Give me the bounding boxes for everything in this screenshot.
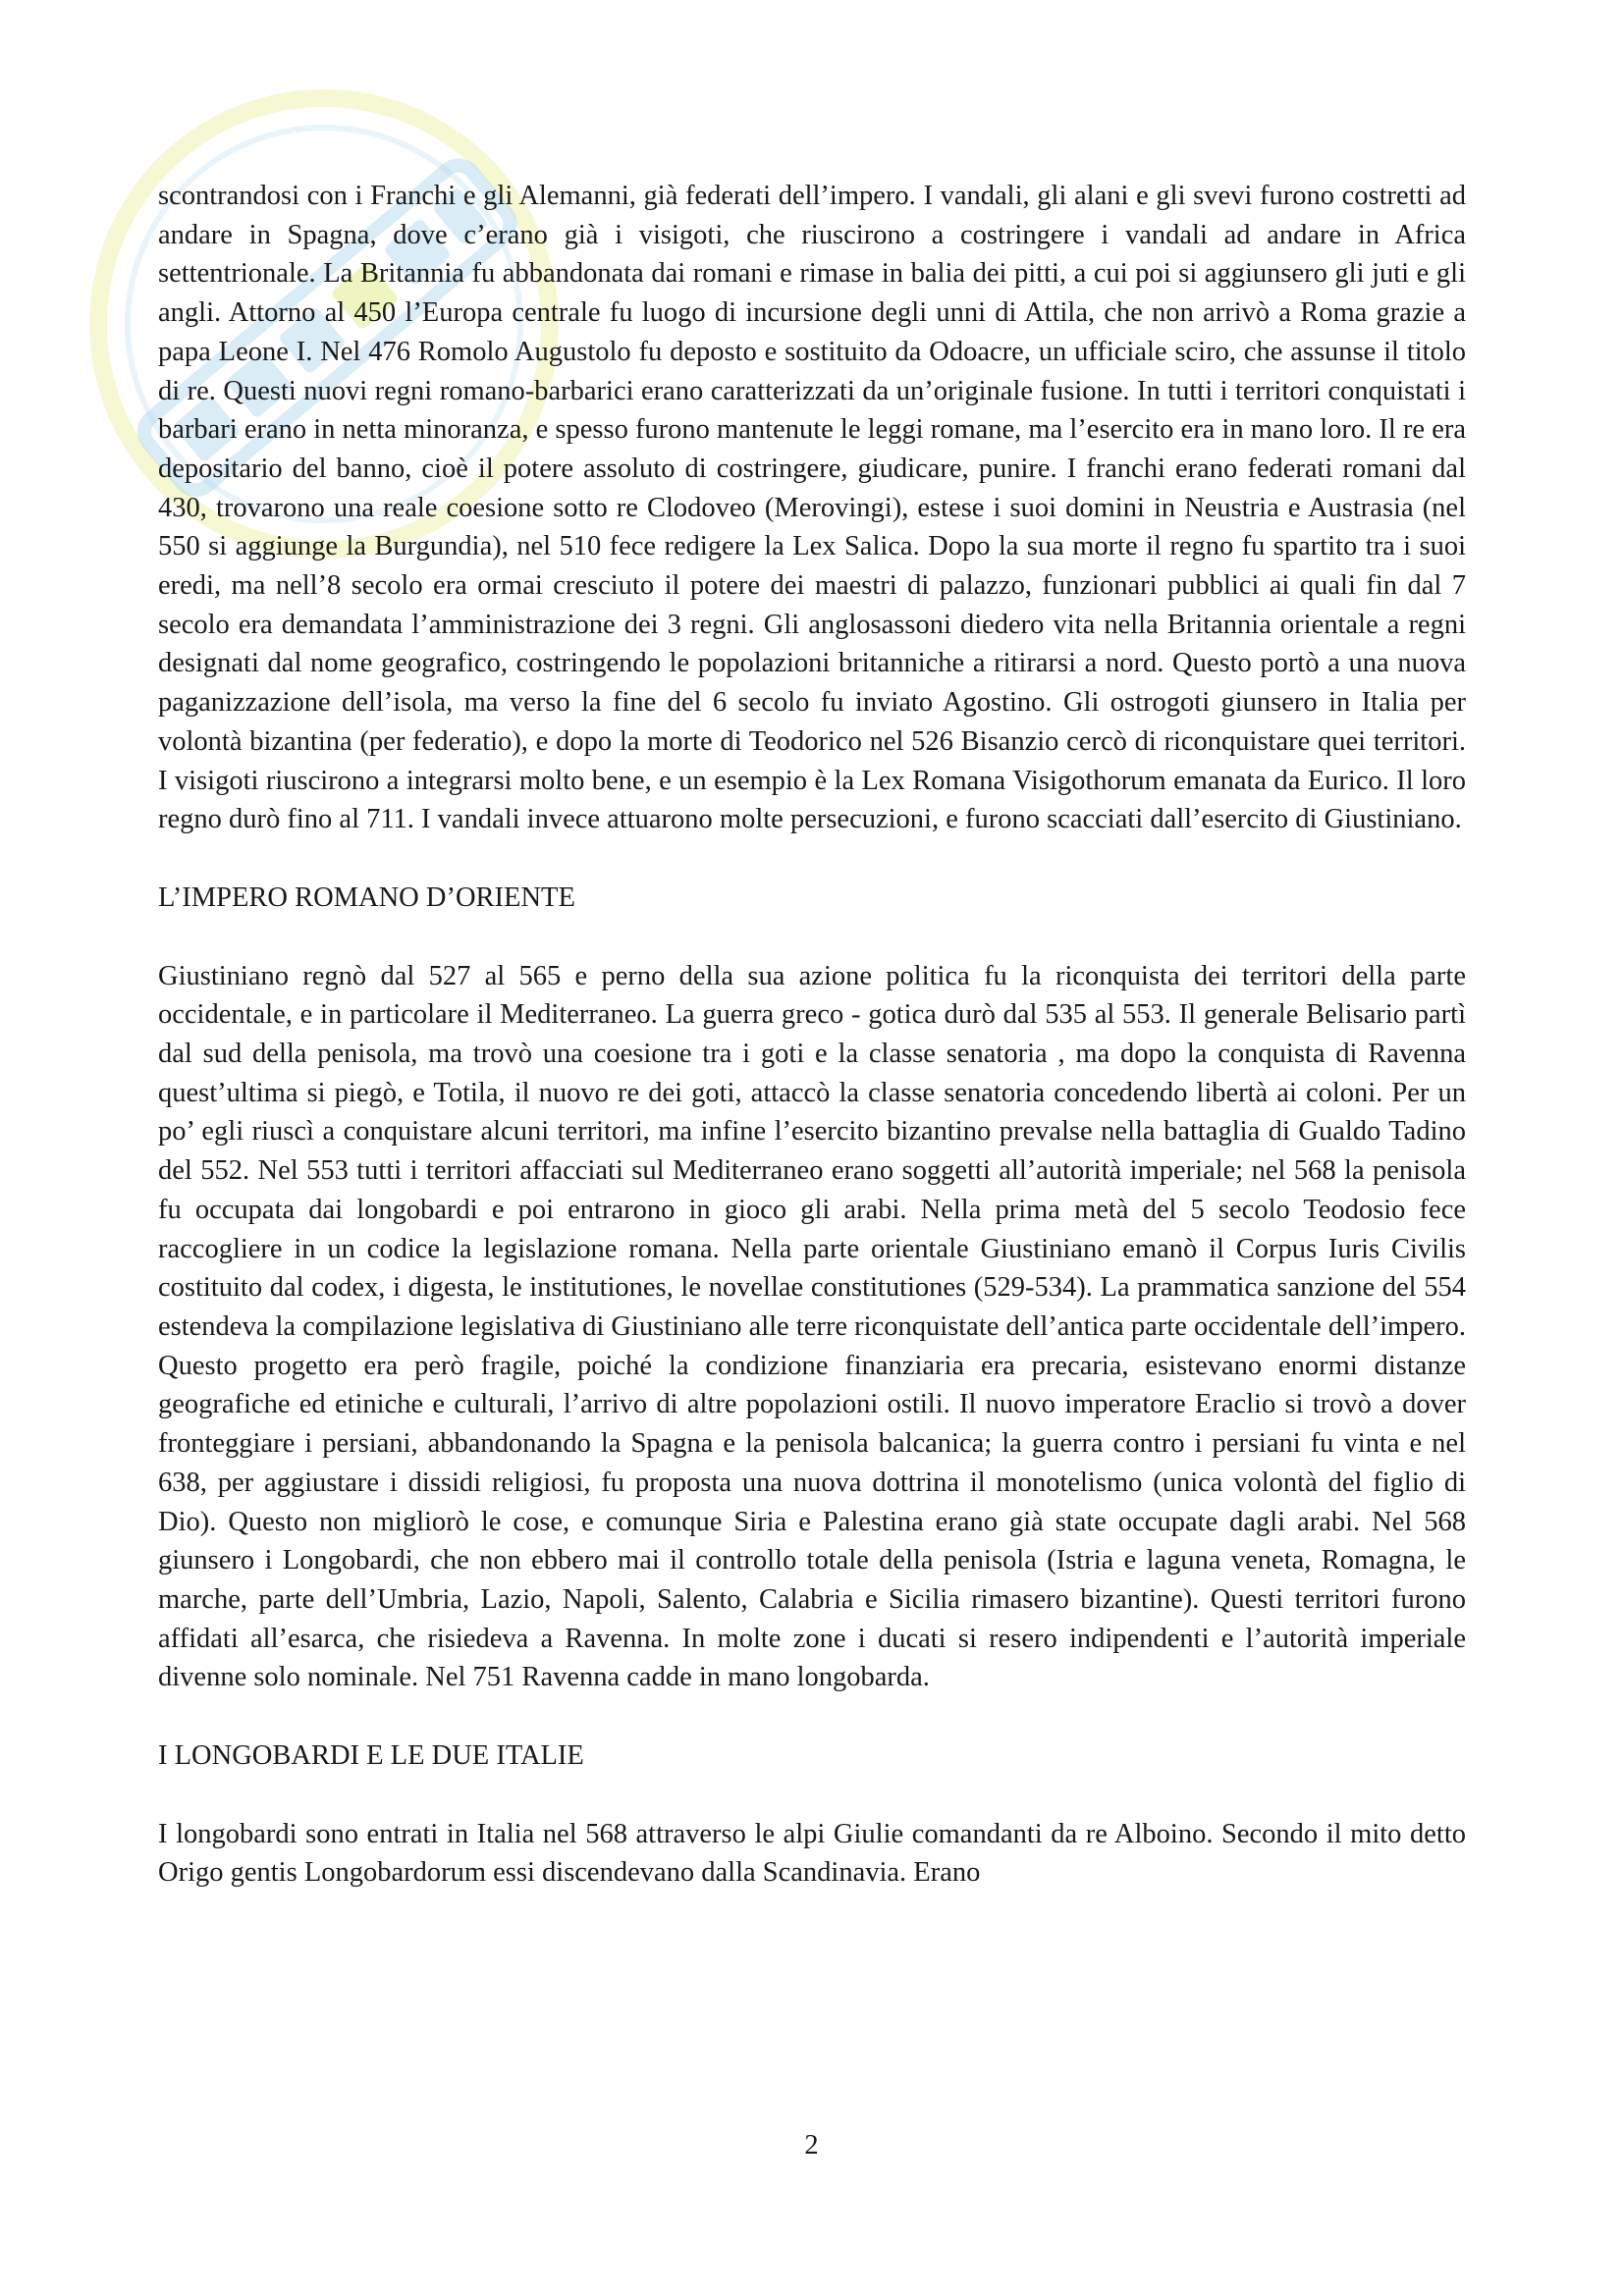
page-number: 2: [804, 2130, 819, 2161]
paragraph-longobardi: I longobardi sono entrati in Italia nel 568 attraverso le alpi Giulie comandanti da re Alboino. Secondo il mito detto Origo gentis Longobardorum essi discendevano dalla Scandinavia. Erano: [158, 1818, 1466, 1889]
heading-impero-romano-oriente: L’IMPERO ROMANO D’ORIENTE: [158, 881, 575, 913]
paragraph-regni-romano-barbarici: scontrandosi con i Franchi e gli Alemanni, già federati dell’impero. I vandali, gli alani e gli svevi furono costretti ad andare in Spagna, dove c’erano già i visigoti, che riuscirono a costringere i vandali ad andare in Africa settentrionale. La Britannia fu abbandonata dai romani e rimase in balia dei pitti, a cui poi si aggiunsero gli juti e gli angli. Attorno al 450 l’Europa centrale fu luogo di incursione degli unni di Attila, che non arrivò a Roma grazie a papa Leone I. Nel 476 Romolo Augustolo fu deposto e sostituito da Odoacre, un ufficiale sciro, che assunse il titolo di re. Questi nuovi regni romano-barbarici erano caratterizzati da un’originale fusione. In tutti i territori conquistati i barbari erano in netta minoranza, e spesso furono mantenute le leggi romane, ma l’esercito era in mano loro. Il re era depositario del banno, cioè il potere assoluto di costringere, giudicare, punire. I franchi erano federati romani dal 430, trovarono una reale coesione sotto re Clodoveo (Merovingi), estese i suoi domini in Neustria e Austrasia (nel 550 si aggiunge la Burgundia), nel 510 fece redigere la Lex Salica. Dopo la sua morte il regno fu spartito tra i suoi eredi, ma nell’8 secolo era ormai cresciuto il potere dei maestri di palazzo, funzionari pubblici ai quali fin dal 7 secolo era demandata l’amministrazione dei 3 regni. Gli anglosassoni diedero vita nella Britannia orientale a regni designati dal nome geografico, costringendo le popolazioni britanniche a ritirarsi a nord. Questo portò a una nuova paganizzazione dell’isola, ma verso la fine del 6 secolo fu inviato Agostino. Gli ostrogoti giunsero in Italia per volontà bizantina (per federatio), e dopo la morte di Teodorico nel 526 Bisanzio cercò di riconquistare quei territori. I visigoti riuscirono a integrarsi molto bene, e un esempio è la Lex Romana Visigothorum emanata da Eurico. Il loro regno durò fino al 711. I vandali invece attuarono molte persecuzioni, e furono scacciati dall’esercito di Giustiniano.: [158, 181, 1466, 835]
heading-longobardi-due-italie: I LONGOBARDI E LE DUE ITALIE: [158, 1740, 584, 1772]
page-content: [158, 177, 1466, 1893]
paragraph-giustiniano: Giustiniano regnò dal 527 al 565 e perno della sua azione politica fu la riconquista dei territori della parte occidentale, e in particolare il Mediterraneo. La guerra greco - gotica durò dal 535 al 553. Il generale Belisario partì dal sud della penisola, ma trovò una coesione tra i goti e la classe senatoria , ma dopo la conquista di Ravenna quest’ultima si piegò, e Totila, il nuovo re dei goti, attaccò la classe senatoria concedendo libertà ai coloni. Per un po’ egli riuscì a conquistare alcuni territori, ma infine l’esercito bizantino prevalse nella battaglia di Gualdo Tadino del 552. Nel 553 tutti i territori affacciati sul Mediterraneo erano soggetti all’autorità imperiale; nel 568 la penisola fu occupata dai longobardi e poi entrarono in gioco gli arabi. Nella prima metà del 5 secolo Teodosio fece raccogliere in un codice la legislazione romana. Nella parte orientale Giustiniano emanò il Corpus Iuris Civilis costituito dal codex, i digesta, le institutiones, le novellae constitutiones (529-534). La prammatica sanzione del 554 estendeva la compilazione legislativa di Giustiniano alle terre riconquistate dell’antica parte occidentale dell’impero. Questo progetto era però fragile, poiché la condizione finanziaria era precaria, esistevano enormi distanze geografiche ed etiniche e culturali, l’arrivo di altre popolazioni ostili. Il nuovo imperatore Eraclio si trovò a dover fronteggiare i persiani, abbandonando la Spagna e la penisola balcanica; la guerra contro i persiani fu vinta e nel 638, per aggiustare i dissidi religiosi, fu proposta una nuova dottrina il monotelismo (unica volontà del figlio di Dio). Questo non migliorò le cose, e comunque Siria e Palestina erano già state occupate dagli arabi. Nel 568 giunsero i Longobardi, che non ebbero mai il controllo totale della penisola (Istria e laguna veneta, Romagna, le marche, parte dell’Umbria, Lazio, Napoli, Salento, Calabria e Sicilia rimasero bizantine). Questi territori furono affidati all’esarca, che risiedeva a Ravenna. In molte zone i ducati si resero indipendenti e l’autorità imperiale divenne solo nominale. Nel 751 Ravenna cadde in mano longobarda.: [158, 960, 1466, 1693]
